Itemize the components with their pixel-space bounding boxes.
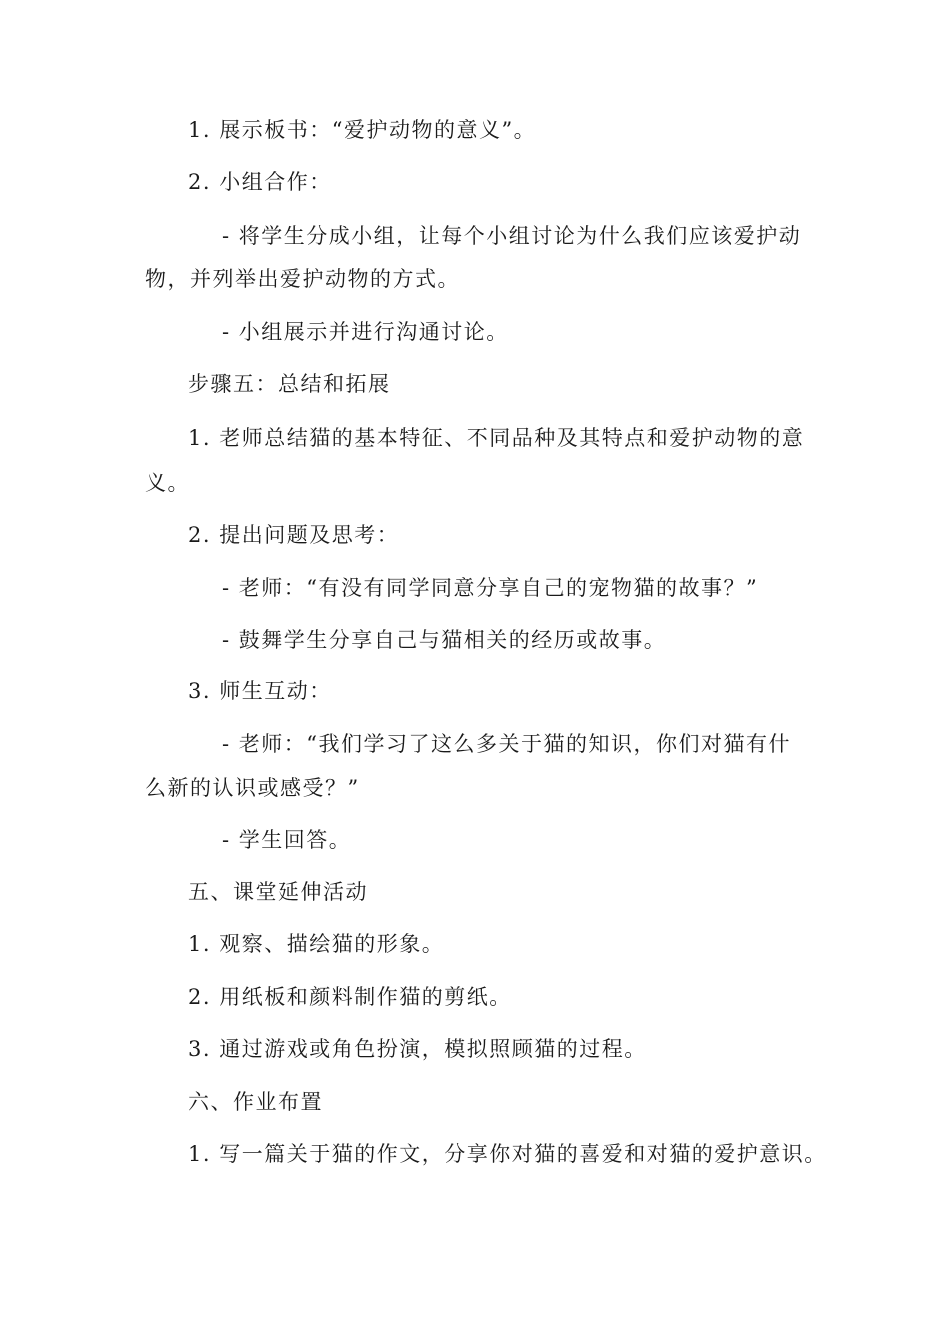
list-item-continuation: 么新的认识或感受？” [145,776,360,800]
list-item: 2. 用纸板和颜料制作猫的剪纸。 [188,985,512,1009]
list-item: 1. 老师总结猫的基本特征、不同品种及其特点和爱护动物的意 [188,426,805,450]
list-item: - 鼓舞学生分享自己与猫相关的经历或故事。 [222,628,667,652]
section-heading: 六、作业布置 [188,1090,323,1114]
list-item: 1. 写一篇关于猫的作文，分享你对猫的喜爱和对猫的爱护意识。 [188,1142,827,1166]
list-item: 3. 通过游戏或角色扮演，模拟照顾猫的过程。 [188,1037,647,1061]
list-item-continuation: 义。 [145,471,190,495]
list-item: - 将学生分成小组，让每个小组讨论为什么我们应该爱护动 [222,224,802,248]
list-item-continuation: 物，并列举出爱护动物的方式。 [145,267,460,291]
section-heading: 五、课堂延伸活动 [188,880,368,904]
section-heading: 步骤五：总结和拓展 [188,372,391,396]
list-item: - 学生回答。 [222,828,352,852]
list-item: 2. 小组合作： [188,170,332,194]
list-item: 3. 师生互动： [188,679,332,703]
list-item: 2. 提出问题及思考： [188,523,400,547]
list-item: 1. 观察、描绘猫的形象。 [188,932,445,956]
list-item: - 老师：“有没有同学同意分享自己的宠物猫的故事？” [222,576,759,600]
list-item: 1. 展示板书：“爱护动物的意义”。 [188,118,537,142]
list-item: - 老师：“我们学习了这么多关于猫的知识，你们对猫有什 [222,732,792,756]
list-item: - 小组展示并进行沟通讨论。 [222,320,509,344]
